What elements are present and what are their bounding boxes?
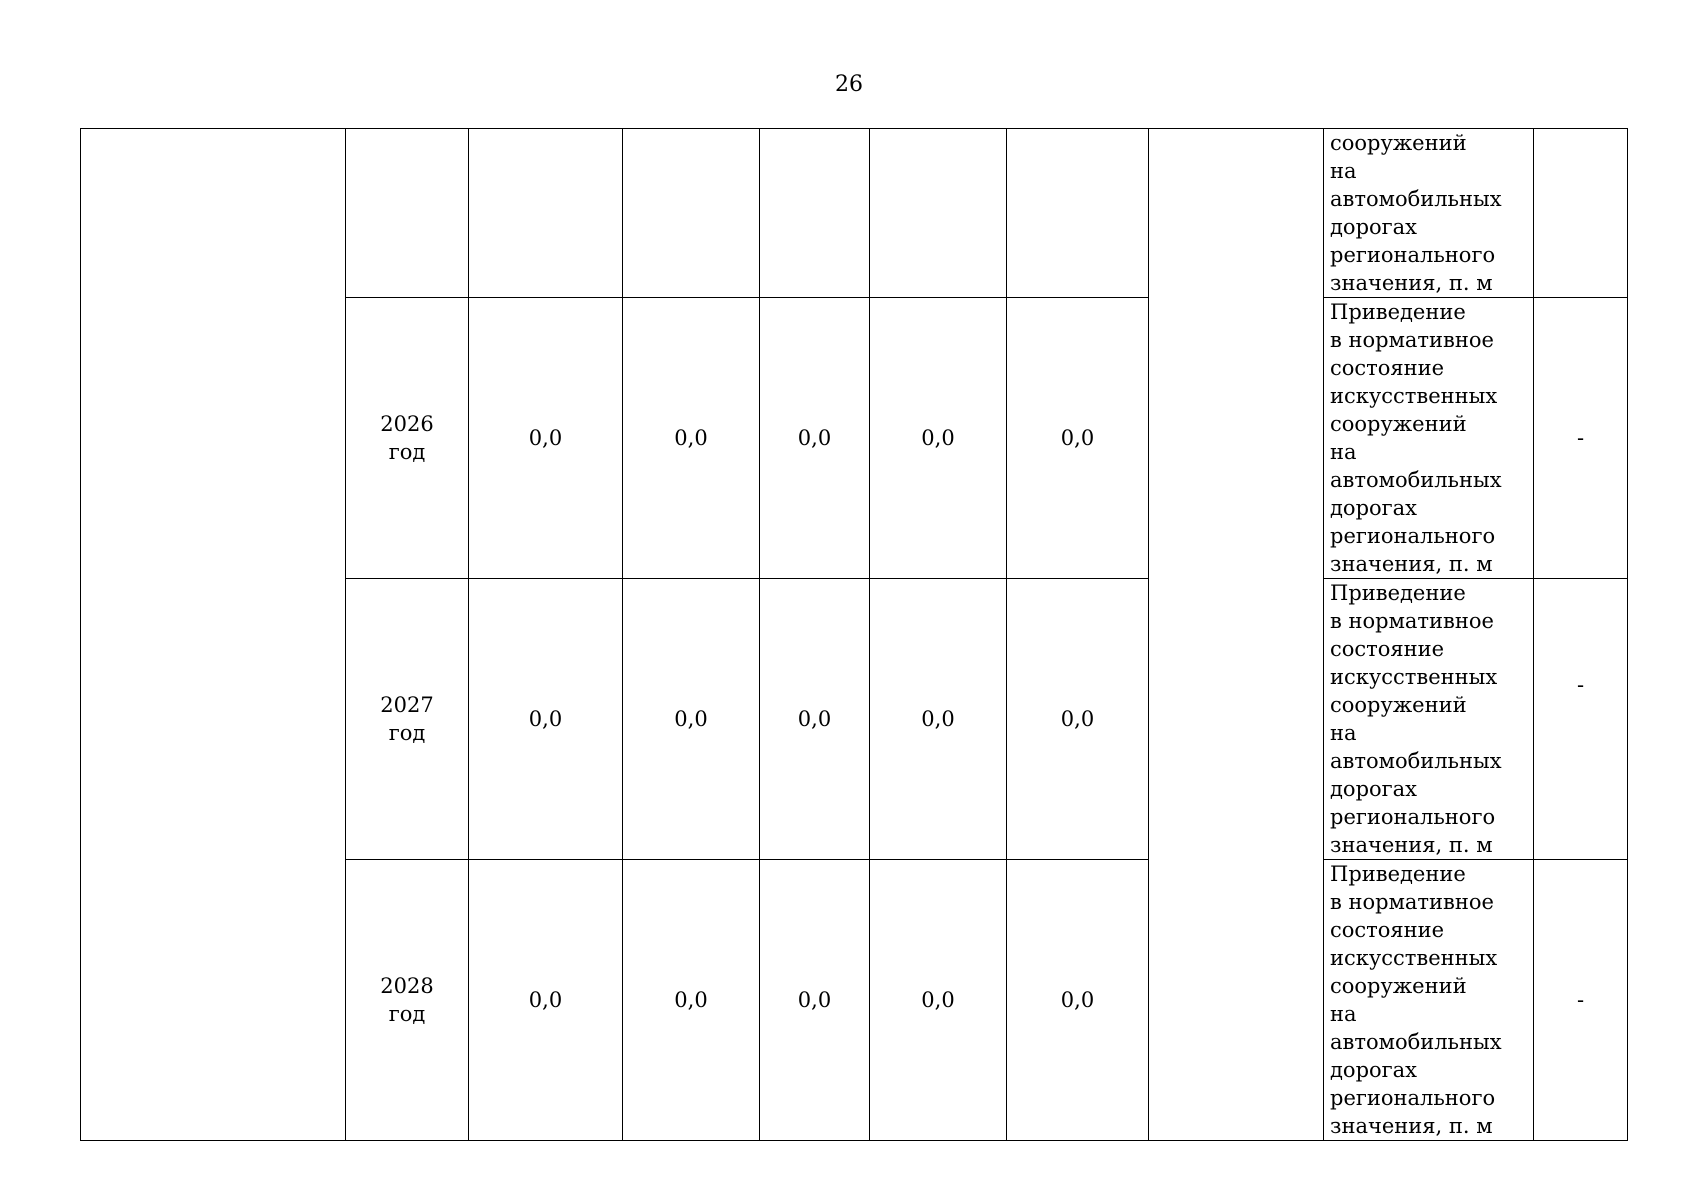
year-cell — [346, 579, 469, 860]
value-cell: 0,0 — [469, 579, 623, 860]
indicator-description — [1324, 129, 1534, 298]
value-cell: 0,0 — [469, 860, 623, 1141]
indicator-value: - — [1534, 298, 1628, 579]
indicator-text: Приведение в нормативное состояние искусственных сооружений на автомобильных дорогах регионального значения, п. м — [1330, 581, 1502, 857]
table-row — [81, 129, 1628, 298]
year-label: 2028 — [380, 974, 434, 998]
indicator-description — [1324, 298, 1534, 579]
value-cell: 0,0 — [760, 860, 870, 1141]
empty-value-cell — [469, 129, 623, 298]
indicator-value: - — [1534, 860, 1628, 1141]
program-table — [80, 128, 1628, 1141]
empty-value-cell — [623, 129, 760, 298]
empty-name-cell — [81, 129, 346, 1141]
empty-value-cell — [760, 129, 870, 298]
indicator-description — [1324, 579, 1534, 860]
value-cell: 0,0 — [870, 860, 1007, 1141]
indicator-value — [1534, 129, 1628, 298]
value-cell: 0,0 — [1007, 860, 1149, 1141]
value-cell: 0,0 — [1007, 579, 1149, 860]
value-cell: 0,0 — [760, 579, 870, 860]
empty-year-cell — [346, 129, 469, 298]
indicator-description — [1324, 860, 1534, 1141]
value-cell: 0,0 — [469, 298, 623, 579]
year-unit: год — [388, 721, 426, 745]
empty-responsible-cell — [1149, 129, 1324, 1141]
value-cell: 0,0 — [870, 298, 1007, 579]
page-number: 26 — [835, 72, 863, 97]
indicator-text: Приведение в нормативное состояние искусственных сооружений на автомобильных дорогах регионального значения, п. м — [1330, 862, 1502, 1138]
indicator-text: Приведение в нормативное состояние искусственных сооружений на автомобильных дорогах регионального значения, п. м — [1330, 300, 1502, 576]
empty-value-cell — [870, 129, 1007, 298]
value-cell: 0,0 — [1007, 298, 1149, 579]
year-label: 2027 — [380, 693, 434, 717]
indicator-text: сооружений на автомобильных дорогах регионального значения, п. м — [1330, 131, 1502, 295]
year-unit: год — [388, 440, 426, 464]
year-unit: год — [388, 1002, 426, 1026]
value-cell: 0,0 — [870, 579, 1007, 860]
value-cell: 0,0 — [760, 298, 870, 579]
year-cell — [346, 298, 469, 579]
year-label: 2026 — [380, 412, 434, 436]
value-cell: 0,0 — [623, 298, 760, 579]
value-cell: 0,0 — [623, 579, 760, 860]
indicator-value: - — [1534, 579, 1628, 860]
year-cell — [346, 860, 469, 1141]
value-cell: 0,0 — [623, 860, 760, 1141]
empty-value-cell — [1007, 129, 1149, 298]
